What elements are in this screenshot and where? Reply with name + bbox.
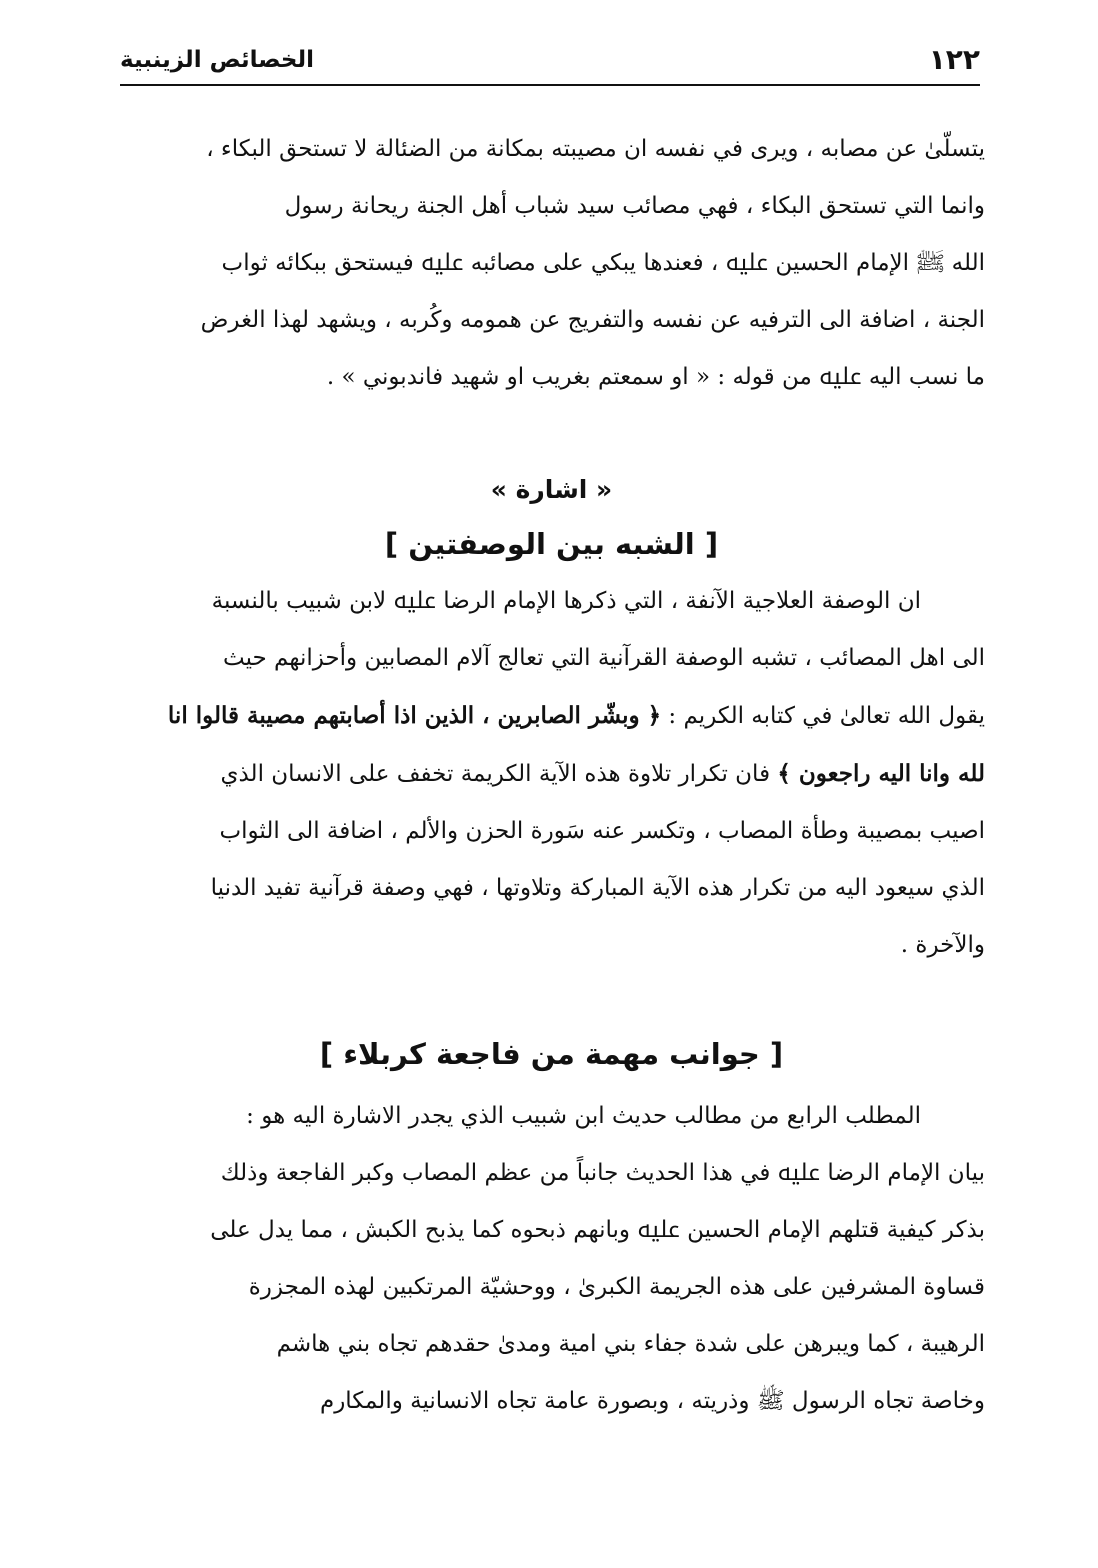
text-line: المطلب الرابع من مطالب حديث ابن شبيب الذي يجدر الاشارة اليه هو : (246, 1103, 921, 1129)
text-line: اصيب بمصيبة وطأة المصاب ، وتكسر عنه سَورة الحزن والألم ، اضافة الى الثواب (219, 818, 985, 844)
quran-verse: ﴿ وبشّر الصابرين ، الذين اذا أصابتهم مصيبة قالوا انا (167, 702, 662, 729)
section2-paragraph (118, 1088, 985, 1430)
text-line: ان الوصفة العلاجية الآنفة ، التي ذكرها الإمام الرضا ﷷ لابن شبيب بالنسبة (211, 588, 921, 614)
text-line: وخاصة تجاه الرسول ﷺ وذريته ، وبصورة عامة تجاه الانسانية والمكارم (319, 1388, 985, 1414)
text-line: بذكر كيفية قتلهم الإمام الحسين ﷷ وبانهم ذبحوه كما يذبح الكبش ، مما يدل على (210, 1217, 985, 1243)
section1-paragraph (118, 573, 985, 974)
text-line: الى اهل المصائب ، تشبه الوصفة القرآنية التي تعالج آلام المصابين وأحزانهم حيث (222, 645, 985, 671)
text-line: الجنة ، اضافة الى الترفيه عن نفسه والتفريج عن همومه وكُربه ، ويشهد لهذا الغرض (200, 307, 985, 333)
text-line: وانما التي تستحق البكاء ، فهي مصائب سيد شباب أهل الجنة ريحانة رسول (284, 193, 985, 219)
text-line: الله ﷺ الإمام الحسين ﷷ ، فعندها يبكي على مصائبه ﷷ فيستحق ببكائه ثواب (221, 250, 985, 276)
text-line (118, 687, 985, 745)
section-title: [ الشبه بين الوصفتين ] (384, 527, 719, 561)
running-title: الخصائص الزينبية (120, 47, 314, 73)
text-line: الذي سيعود اليه من تكرار هذه الآية المباركة وتلاوتها ، فهي وصفة قرآنية تفيد الدنيا (210, 875, 985, 901)
section-subtitle: « اشارة » (490, 475, 613, 504)
page-header (120, 40, 980, 86)
text-line: ما نسب اليه ﷷ من قوله : « او سمعتم بغريب او شهيد فاندبوني » . (326, 364, 985, 390)
text-span: فان تكرار تلاوة هذه الآية الكريمة تخفف على الانسان الذي (220, 761, 778, 787)
intro-paragraph (118, 121, 985, 406)
text-line: الرهيبة ، كما ويبرهن على شدة جفاء بني امية ومدىٰ حقدهم تجاه بني هاشم (276, 1331, 985, 1357)
text-line: بيان الإمام الرضا ﷷ في هذا الحديث جانباً من عظم المصاب وكبر الفاجعة وذلك (220, 1160, 985, 1186)
text-line: والآخرة . (900, 932, 985, 958)
text-line (118, 745, 985, 803)
text-line: قساوة المشرفين على هذه الجريمة الكبرىٰ ، ووحشيّة المرتكبين لهذه المجزرة (248, 1274, 985, 1300)
text-span: يقول الله تعالىٰ في كتابه الكريم : (661, 703, 985, 729)
page-number: ١٢٢ (928, 43, 980, 76)
section-title: [ جوانب مهمة من فاجعة كربلاء ] (319, 1037, 784, 1071)
quran-verse: لله وانا اليه راجعون ﴾ (777, 760, 985, 787)
text-line: يتسلّىٰ عن مصابه ، ويرى في نفسه ان مصيبته بمكانة من الضئالة لا تستحق البكاء ، (206, 136, 985, 162)
